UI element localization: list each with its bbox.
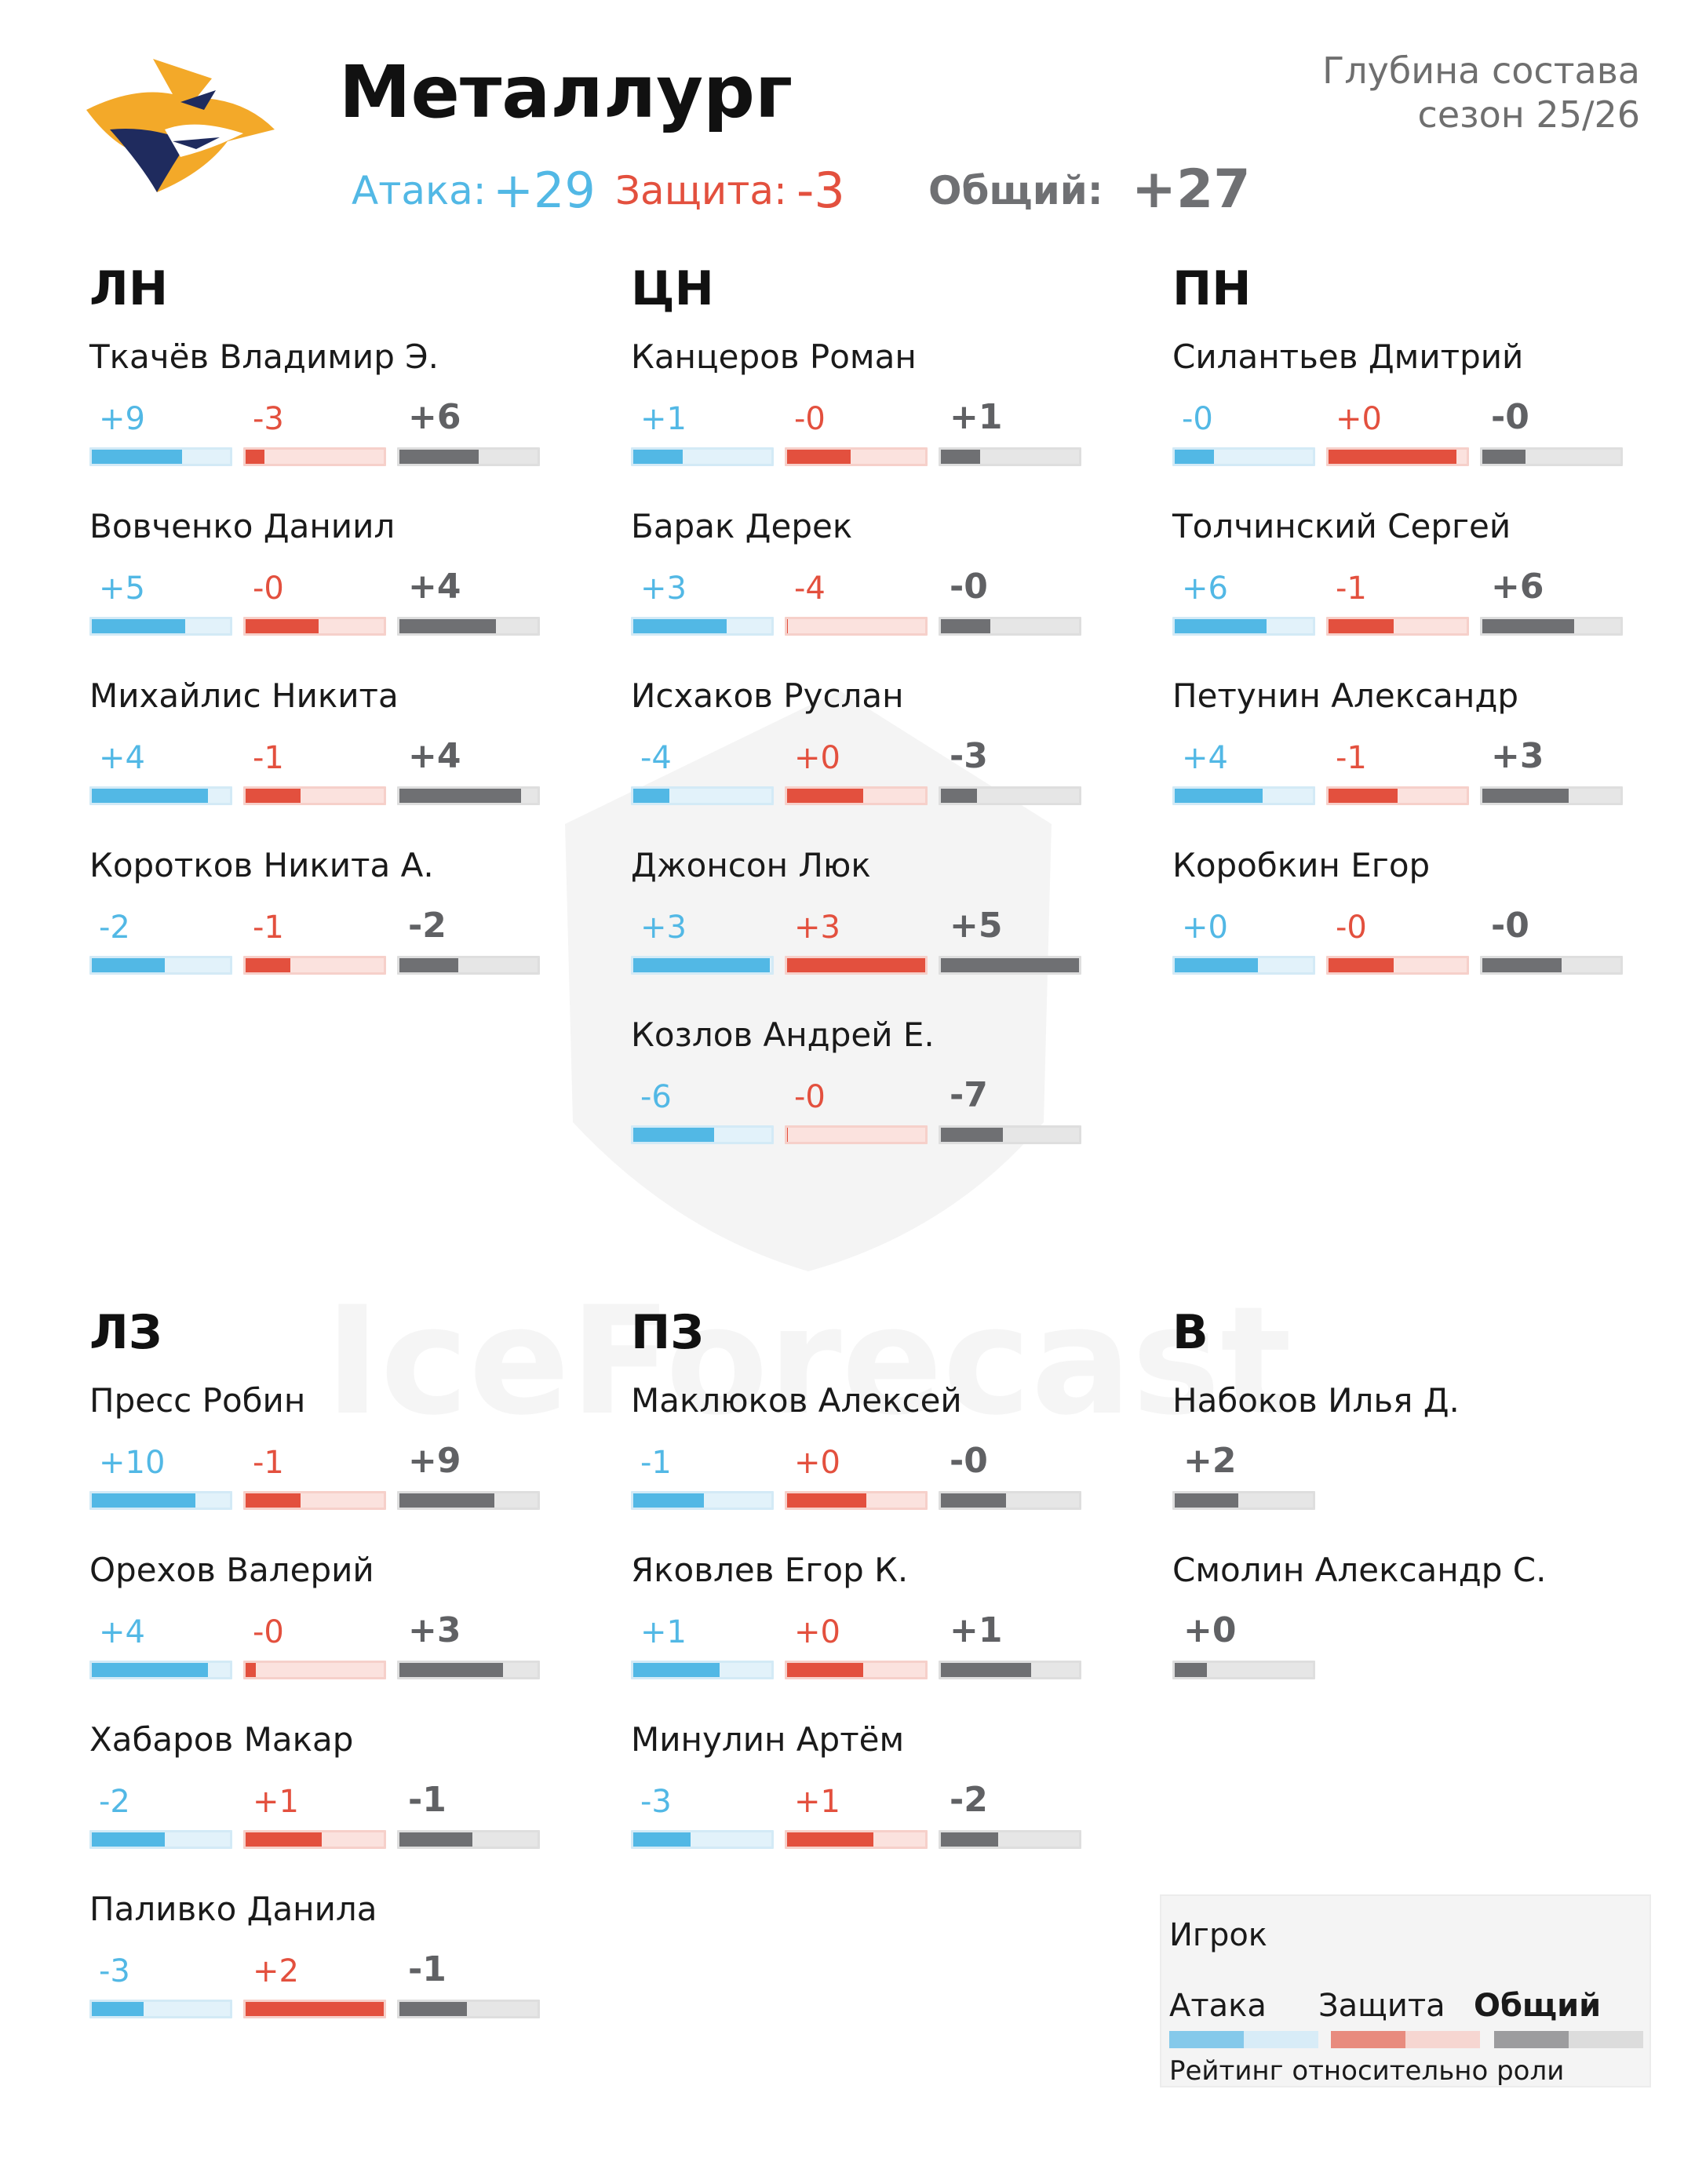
bar-track-tot	[1480, 447, 1623, 466]
bar-track-tot	[1480, 956, 1623, 975]
legend-player-label: Игрок	[1169, 1917, 1267, 1953]
bar-fill-tot	[1480, 617, 1574, 636]
bar-fill-def	[243, 956, 290, 975]
bar-fill-def	[243, 1830, 322, 1849]
value-label-atk: +1	[640, 1614, 687, 1650]
bar-track-atk	[89, 1661, 232, 1679]
value-label-tot: +6	[408, 397, 461, 437]
bar-fill-tot	[397, 2000, 467, 2018]
value-label-def: -0	[1336, 910, 1367, 946]
player-name: Джонсон Люк	[631, 846, 871, 884]
player-name: Силантьев Дмитрий	[1172, 337, 1524, 376]
player-name: Паливко Данила	[89, 1890, 377, 1928]
bar-fill-atk	[1172, 786, 1263, 805]
bar-track-def	[785, 1661, 928, 1679]
bar-fill-def	[785, 1830, 873, 1849]
bar-fill-atk	[89, 447, 182, 466]
bar-fill-tot	[1172, 1661, 1207, 1679]
legend-total-bar	[1494, 2031, 1643, 2048]
bar-fill-tot	[939, 1125, 1003, 1144]
bar-fill-tot	[939, 1491, 1006, 1510]
value-label-atk: -2	[99, 910, 130, 946]
position-title: ЦН	[631, 261, 714, 316]
value-label-atk: +0	[1182, 910, 1228, 946]
bar-fill-tot	[397, 1661, 503, 1679]
value-label-atk: +5	[99, 571, 145, 607]
summary-attack-label: Атака:	[352, 168, 487, 213]
bar-track-atk	[89, 1491, 232, 1510]
bar-fill-atk	[631, 1125, 714, 1144]
bar-fill-def	[785, 1661, 863, 1679]
value-label-tot: -3	[950, 736, 988, 776]
value-label-tot: +9	[408, 1441, 461, 1481]
value-label-tot: -2	[950, 1780, 988, 1820]
value-label-def: +2	[253, 1953, 299, 1989]
summary-total-label: Общий:	[928, 168, 1103, 213]
bar-track-atk	[89, 617, 232, 636]
value-label-tot: +3	[408, 1610, 461, 1650]
value-label-def: +0	[794, 740, 840, 776]
bar-fill-def	[243, 1491, 301, 1510]
bar-track-def	[1326, 956, 1469, 975]
bar-fill-tot	[939, 956, 1081, 975]
bar-fill-tot	[397, 447, 479, 466]
value-label-atk: +3	[640, 571, 687, 607]
bar-track-atk	[631, 1830, 774, 1849]
title-line-1: Глубина состава	[1322, 49, 1640, 92]
bar-fill-def	[1326, 447, 1456, 466]
bar-track-def	[785, 1491, 928, 1510]
team-name: Металлург	[339, 50, 793, 134]
value-label-def: +1	[794, 1784, 840, 1820]
bar-fill-def	[785, 1125, 788, 1144]
value-label-tot: -1	[408, 1780, 447, 1820]
bar-track-tot	[397, 1491, 540, 1510]
bar-fill-atk	[89, 956, 165, 975]
bar-track-atk	[89, 786, 232, 805]
bar-fill-tot	[397, 956, 458, 975]
bar-fill-def	[243, 617, 319, 636]
value-label-tot: -0	[1491, 397, 1529, 437]
value-label-def: +3	[794, 910, 840, 946]
watermark-text	[325, 1274, 1292, 1448]
bar-track-def	[243, 617, 386, 636]
player-name: Яковлев Егор К.	[631, 1551, 909, 1589]
value-label-tot: +4	[408, 567, 461, 607]
value-label-def: -0	[794, 401, 826, 437]
bar-track-atk	[631, 617, 774, 636]
summary-defense-value: -3	[796, 162, 845, 219]
bar-track-tot	[397, 2000, 540, 2018]
bar-track-tot	[939, 1491, 1081, 1510]
value-label-tot: +1	[950, 1610, 1003, 1650]
bar-fill-tot	[939, 447, 980, 466]
value-label-tot: -1	[408, 1949, 447, 1989]
legend-attack-label: Атака	[1169, 1988, 1267, 2024]
bar-track-def	[243, 1491, 386, 1510]
bar-track-def	[1326, 786, 1469, 805]
position-title: ПЗ	[631, 1305, 704, 1360]
bar-track-tot	[939, 1125, 1081, 1144]
bar-fill-tot	[1480, 447, 1526, 466]
value-label-def: +0	[794, 1445, 840, 1481]
bar-track-tot	[1172, 1661, 1315, 1679]
bar-track-atk	[1172, 786, 1315, 805]
position-title: ЛЗ	[89, 1305, 162, 1360]
bar-track-tot	[939, 617, 1081, 636]
position-title: ПН	[1172, 261, 1252, 316]
bar-track-tot	[939, 447, 1081, 466]
bar-track-tot	[397, 1661, 540, 1679]
title-line-2: сезон 25/26	[1417, 93, 1640, 137]
value-label-tot: +4	[408, 736, 461, 776]
bar-fill-def	[243, 447, 264, 466]
bar-fill-def	[243, 2000, 386, 2018]
value-label-atk: -0	[1182, 401, 1213, 437]
bar-fill-atk	[89, 1491, 195, 1510]
value-label-def: +0	[1336, 401, 1382, 437]
team-logo-icon	[78, 55, 282, 196]
bar-track-tot	[397, 1830, 540, 1849]
bar-fill-def	[243, 1661, 256, 1679]
value-label-atk: -4	[640, 740, 672, 776]
player-name: Коротков Никита А.	[89, 846, 434, 884]
watermark-shield-icon	[565, 691, 1052, 1271]
bar-fill-def	[785, 617, 788, 636]
value-label-atk: -2	[99, 1784, 130, 1820]
value-label-def: -0	[253, 571, 284, 607]
bar-track-atk	[631, 956, 774, 975]
bar-fill-tot	[1480, 956, 1562, 975]
bar-track-def	[243, 447, 386, 466]
player-name: Пресс Робин	[89, 1381, 306, 1420]
bar-track-def	[243, 1661, 386, 1679]
bar-fill-atk	[631, 447, 683, 466]
bar-track-tot	[397, 617, 540, 636]
value-label-def: -0	[794, 1079, 826, 1115]
bar-fill-tot	[1172, 1491, 1238, 1510]
bar-track-atk	[631, 447, 774, 466]
bar-fill-atk	[631, 1830, 691, 1849]
bar-fill-def	[243, 786, 301, 805]
player-name: Петунин Александр	[1172, 676, 1519, 715]
bar-track-def	[785, 1830, 928, 1849]
bar-fill-atk	[89, 1661, 208, 1679]
bar-track-def	[1326, 447, 1469, 466]
bar-track-atk	[1172, 447, 1315, 466]
bar-fill-def	[785, 1491, 866, 1510]
player-name: Набоков Илья Д.	[1172, 1381, 1460, 1420]
bar-fill-atk	[1172, 617, 1267, 636]
value-label-atk: +4	[99, 1614, 145, 1650]
bar-fill-atk	[631, 617, 727, 636]
value-label-def: +1	[253, 1784, 299, 1820]
player-name: Коробкин Егор	[1172, 846, 1431, 884]
bar-track-atk	[631, 786, 774, 805]
bar-track-def	[243, 1830, 386, 1849]
value-label-atk: +6	[1182, 571, 1228, 607]
bar-track-tot	[1172, 1491, 1315, 1510]
bar-track-def	[243, 956, 386, 975]
bar-track-def	[1326, 617, 1469, 636]
value-label-def: -1	[1336, 740, 1367, 776]
player-name: Орехов Валерий	[89, 1551, 374, 1589]
value-label-def: -1	[1336, 571, 1367, 607]
player-name: Вовченко Даниил	[89, 507, 396, 545]
bar-fill-tot	[939, 1661, 1031, 1679]
bar-fill-atk	[631, 956, 770, 975]
summary-total-value: +27	[1132, 159, 1251, 221]
legend-defense-bar	[1331, 2031, 1480, 2048]
summary-attack-value: +29	[493, 162, 596, 219]
summary-defense-label: Защита:	[615, 168, 787, 213]
bar-track-def	[785, 1125, 928, 1144]
bar-fill-atk	[89, 617, 185, 636]
bar-fill-def	[785, 786, 863, 805]
value-label-atk: -6	[640, 1079, 672, 1115]
player-name: Ткачёв Владимир Э.	[89, 337, 439, 376]
legend	[1160, 1894, 1651, 2087]
player-name: Смолин Александр С.	[1172, 1551, 1547, 1589]
value-label-tot: +0	[1183, 1610, 1237, 1650]
value-label-tot: -2	[408, 906, 447, 946]
bar-track-def	[785, 617, 928, 636]
value-label-tot: +1	[950, 397, 1003, 437]
player-name: Маклюков Алексей	[631, 1381, 962, 1420]
bar-track-atk	[89, 447, 232, 466]
value-label-atk: +10	[99, 1445, 166, 1481]
bar-track-def	[785, 956, 928, 975]
player-name: Барак Дерек	[631, 507, 853, 545]
bar-track-tot	[1480, 617, 1623, 636]
bar-track-tot	[939, 1830, 1081, 1849]
legend-total-label: Общий	[1474, 1988, 1602, 2024]
player-name: Канцеров Роман	[631, 337, 917, 376]
bar-track-tot	[397, 786, 540, 805]
bar-fill-tot	[939, 786, 977, 805]
bar-track-tot	[397, 447, 540, 466]
bar-track-atk	[89, 2000, 232, 2018]
position-title: ЛН	[89, 261, 169, 316]
bar-track-tot	[1480, 786, 1623, 805]
bar-track-atk	[1172, 617, 1315, 636]
legend-defense-label: Защита	[1318, 1988, 1445, 2024]
bar-track-def	[243, 786, 386, 805]
value-label-def: -3	[253, 401, 284, 437]
player-name: Козлов Андрей Е.	[631, 1015, 935, 1054]
value-label-def: +0	[794, 1614, 840, 1650]
bar-track-tot	[939, 786, 1081, 805]
player-name: Минулин Артём	[631, 1720, 905, 1759]
bar-fill-def	[1326, 786, 1398, 805]
value-label-atk: +1	[640, 401, 687, 437]
bar-track-atk	[631, 1125, 774, 1144]
bar-track-def	[243, 2000, 386, 2018]
value-label-def: -1	[253, 740, 284, 776]
bar-track-atk	[1172, 956, 1315, 975]
value-label-tot: -0	[950, 567, 988, 607]
value-label-def: -4	[794, 571, 826, 607]
bar-fill-atk	[89, 786, 208, 805]
position-title: В	[1172, 1305, 1208, 1360]
bar-fill-atk	[89, 1830, 165, 1849]
value-label-atk: +3	[640, 910, 687, 946]
bar-track-tot	[397, 956, 540, 975]
value-label-tot: +5	[950, 906, 1003, 946]
value-label-tot: -0	[1491, 906, 1529, 946]
value-label-def: -1	[253, 1445, 284, 1481]
bar-fill-atk	[631, 1491, 704, 1510]
bar-fill-tot	[939, 617, 990, 636]
legend-attack-bar	[1169, 2031, 1318, 2048]
bar-fill-def	[785, 956, 928, 975]
bar-fill-atk	[1172, 447, 1214, 466]
value-label-tot: +3	[1491, 736, 1544, 776]
bar-track-def	[785, 786, 928, 805]
bar-fill-tot	[397, 1491, 494, 1510]
bar-fill-def	[1326, 617, 1394, 636]
value-label-atk: +4	[99, 740, 145, 776]
value-label-tot: +6	[1491, 567, 1544, 607]
bar-track-atk	[89, 956, 232, 975]
bar-fill-tot	[397, 786, 521, 805]
bar-track-def	[785, 447, 928, 466]
bar-fill-atk	[1172, 956, 1258, 975]
bar-track-atk	[89, 1830, 232, 1849]
bar-fill-tot	[397, 617, 496, 636]
bar-fill-tot	[397, 1830, 472, 1849]
value-label-atk: -1	[640, 1445, 672, 1481]
value-label-tot: -0	[950, 1441, 988, 1481]
bar-fill-atk	[631, 1661, 720, 1679]
bar-fill-tot	[1480, 786, 1569, 805]
player-name: Хабаров Макар	[89, 1720, 354, 1759]
value-label-def: -1	[253, 910, 284, 946]
value-label-atk: -3	[99, 1953, 130, 1989]
player-name: Исхаков Руслан	[631, 676, 904, 715]
value-label-atk: -3	[640, 1784, 672, 1820]
bar-track-tot	[939, 956, 1081, 975]
bar-track-atk	[631, 1491, 774, 1510]
chart-title	[1322, 49, 1640, 137]
value-label-tot: -7	[950, 1075, 988, 1115]
bar-fill-tot	[939, 1830, 998, 1849]
player-name: Толчинский Сергей	[1172, 507, 1511, 545]
bar-track-atk	[631, 1661, 774, 1679]
value-label-tot: +2	[1183, 1441, 1237, 1481]
player-name: Михайлис Никита	[89, 676, 399, 715]
legend-note: Рейтинг относительно роли	[1169, 2055, 1565, 2087]
bar-fill-atk	[631, 786, 669, 805]
bar-fill-def	[785, 447, 851, 466]
bar-fill-atk	[89, 2000, 144, 2018]
bar-track-tot	[939, 1661, 1081, 1679]
value-label-atk: +4	[1182, 740, 1228, 776]
value-label-def: -0	[253, 1614, 284, 1650]
bar-fill-def	[1326, 956, 1394, 975]
value-label-atk: +9	[99, 401, 145, 437]
